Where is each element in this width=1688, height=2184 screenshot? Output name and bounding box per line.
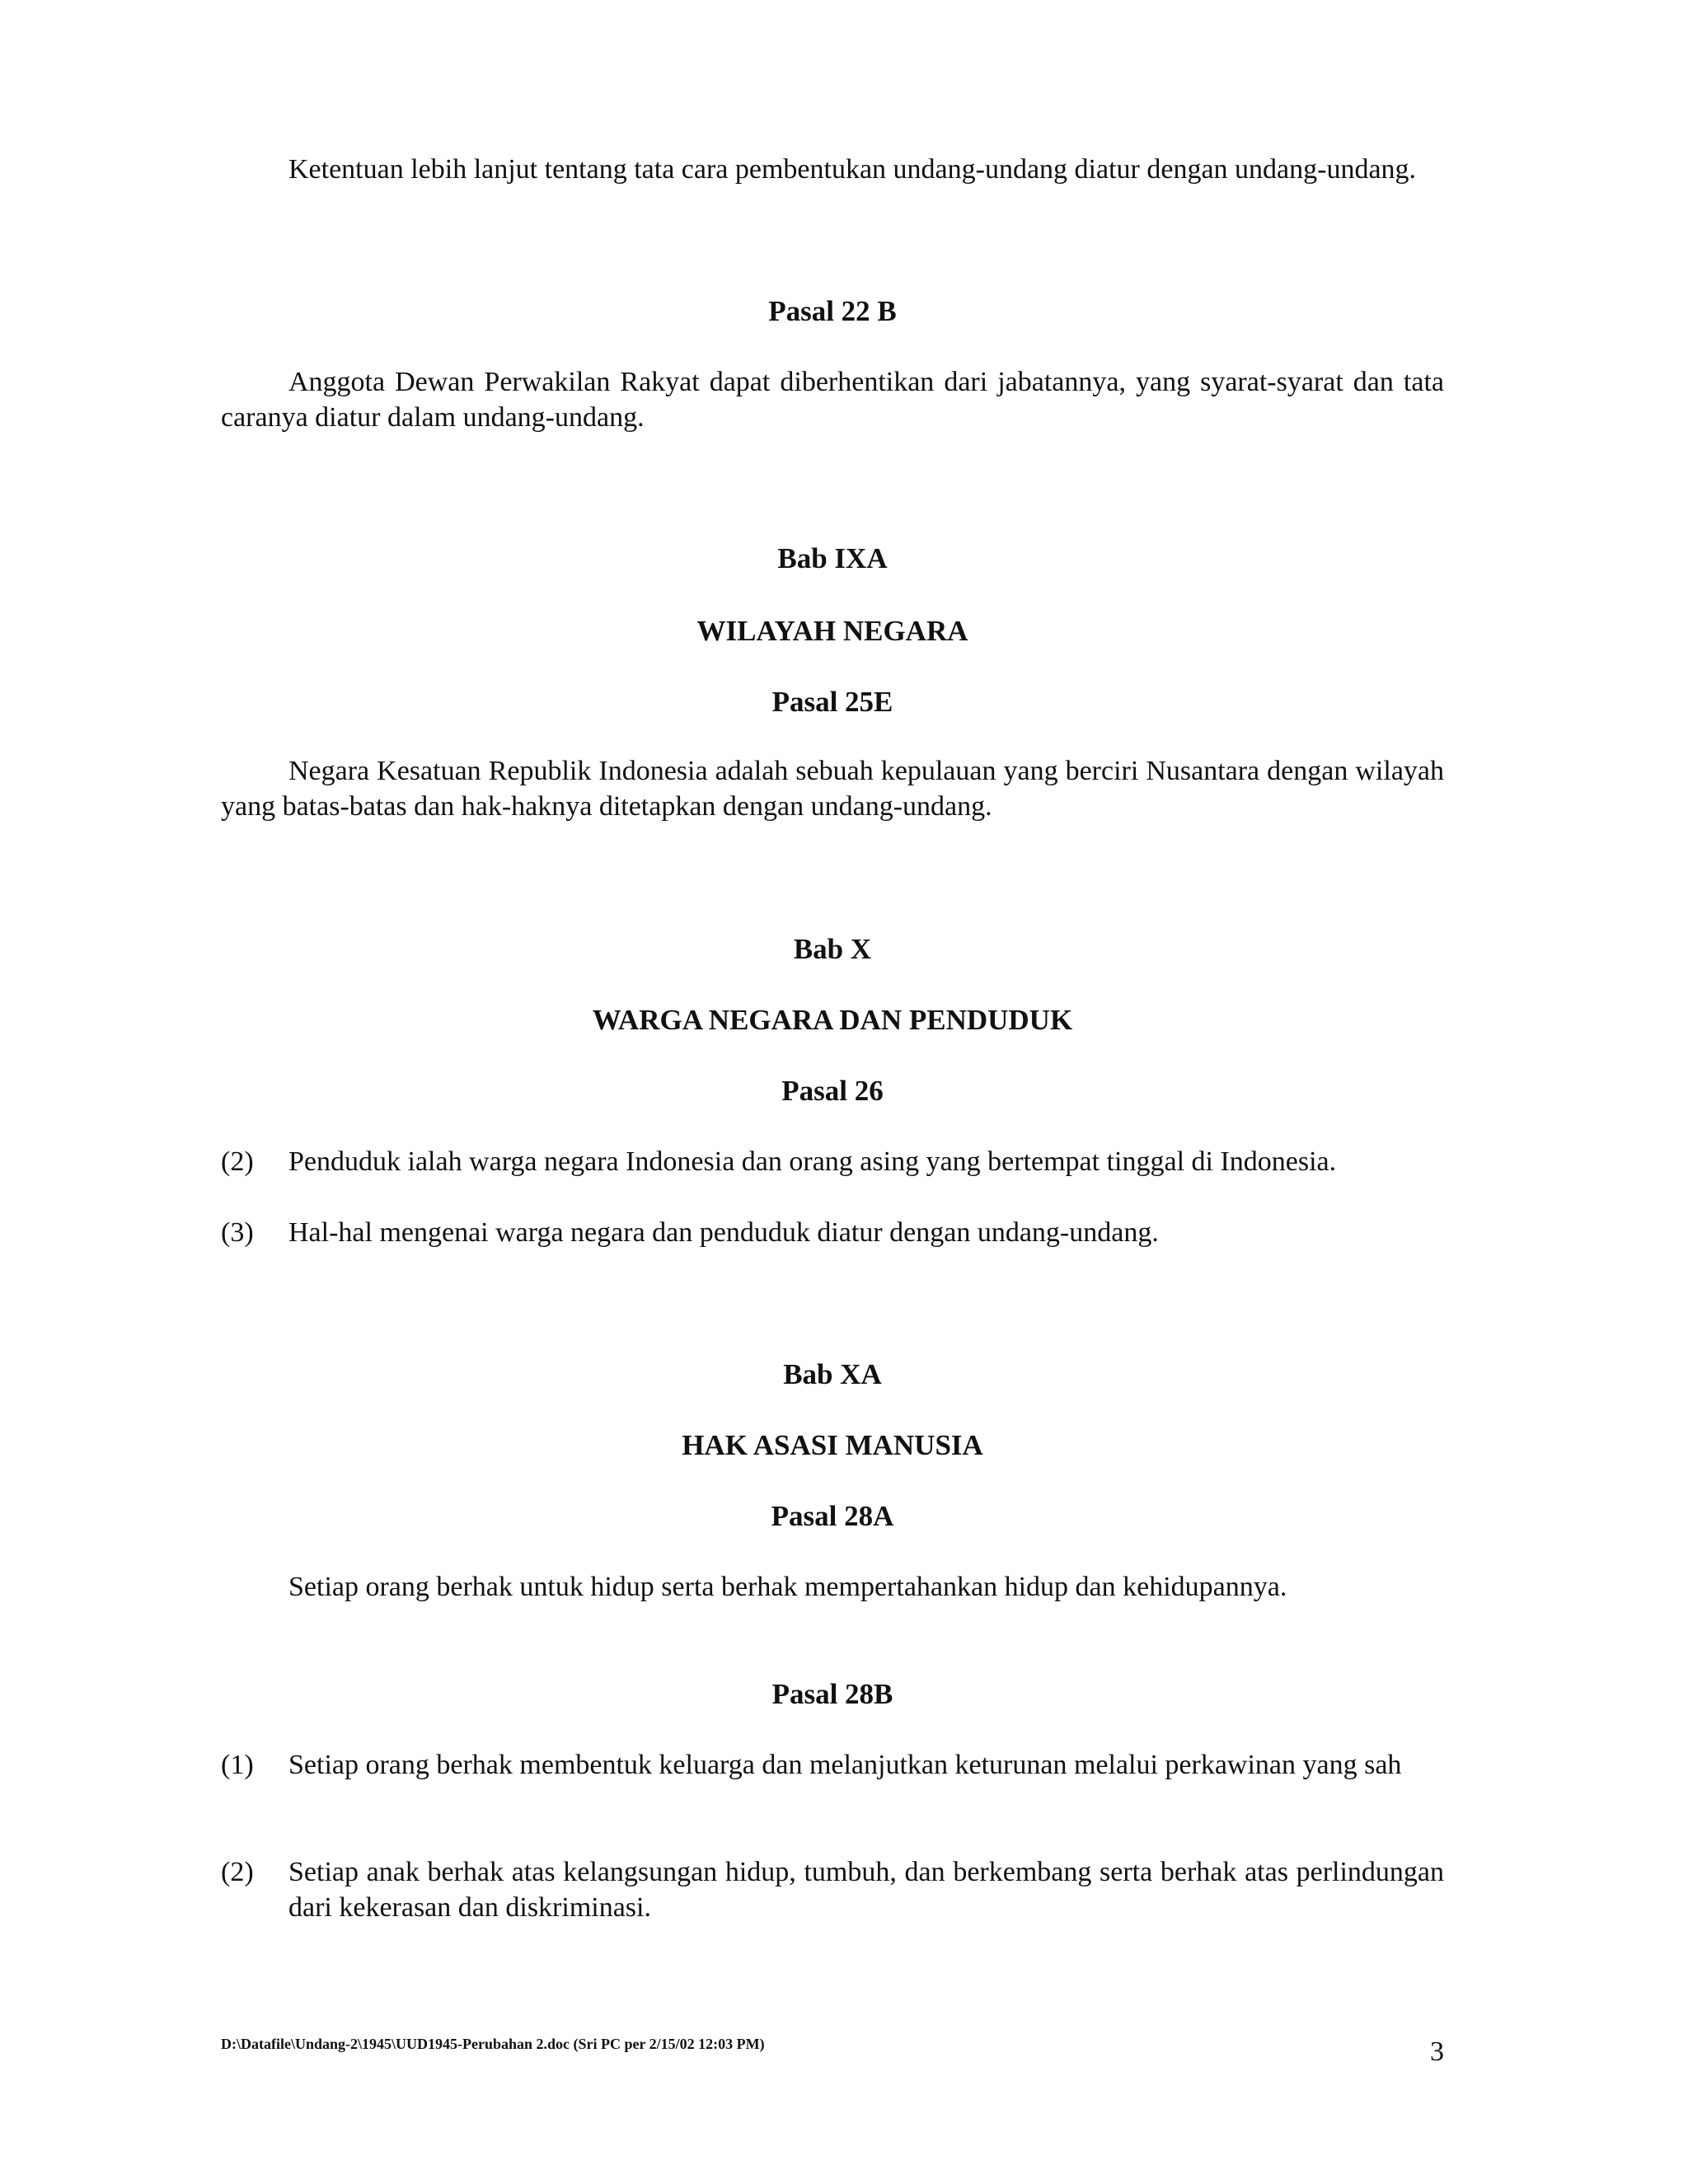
item-text: Hal-hal mengenai warga negara dan penduduk diatur dengan undang-undang. <box>288 1217 1159 1248</box>
footer-file-path: D:\Datafile\Undang-2\1945\UUD1945-Perubahan 2.doc (Sri PC per 2/15/02 12:03 PM) <box>221 2036 765 2052</box>
heading-wilayah-negara: WILAYAH NEGARA <box>696 615 968 647</box>
heading-bab-xa: Bab XA <box>783 1358 882 1390</box>
item-text: Setiap anak berhak atas kelangsungan hidup, tumbuh, dan berkembang serta berhak atas perlindungan dari kekerasan dan diskriminasi. <box>288 1857 1444 1923</box>
paragraph-pasal-22b: Anggota Dewan Perwakilan Rakyat dapat diberhentikan dari jabatannya, yang syarat-syarat dan tata caranya diatur dalam undang-undang. <box>221 367 1444 433</box>
list-item-26-3 <box>221 1215 1444 1250</box>
list-item-26-2 <box>221 1144 1444 1179</box>
list-item-28b-2 <box>221 1854 1444 1925</box>
heading-pasal-28a: Pasal 28A <box>771 1500 894 1532</box>
page-number: 3 <box>1430 2036 1444 2067</box>
heading-warga-negara: WARGA NEGARA DAN PENDUDUK <box>592 1004 1073 1036</box>
item-text: Setiap orang berhak membentuk keluarga dan melanjutkan keturunan melalui perkawinan yang sah <box>288 1750 1402 1780</box>
list-item-28b-1 <box>221 1747 1444 1783</box>
item-number: (2) <box>221 1857 254 1887</box>
heading-pasal-25e: Pasal 25E <box>771 686 893 718</box>
item-number: (3) <box>221 1217 254 1248</box>
paragraph-pasal-25e: Negara Kesatuan Republik Indonesia adalah sebuah kepulauan yang berciri Nusantara dengan wilayah yang batas-batas dan hak-haknya ditetapkan dengan undang-undang. <box>221 756 1444 822</box>
item-text: Penduduk ialah warga negara Indonesia dan orang asing yang bertempat tinggal di Indonesia. <box>288 1146 1337 1177</box>
item-number: (2) <box>221 1146 254 1177</box>
heading-hak-asasi-manusia: HAK ASASI MANUSIA <box>682 1429 983 1461</box>
paragraph-intro: Ketentuan lebih lanjut tentang tata cara pembentukan undang-undang diatur dengan undang-undang. <box>288 154 1417 185</box>
heading-pasal-22b: Pasal 22 B <box>768 295 897 327</box>
heading-bab-ixa: Bab IXA <box>777 542 888 574</box>
heading-pasal-28b: Pasal 28B <box>771 1678 893 1710</box>
heading-pasal-26: Pasal 26 <box>781 1075 884 1107</box>
item-number: (1) <box>221 1750 254 1780</box>
paragraph-pasal-28a: Setiap orang berhak untuk hidup serta berhak mempertahankan hidup dan kehidupannya. <box>288 1572 1287 1602</box>
heading-bab-x: Bab X <box>793 933 872 965</box>
